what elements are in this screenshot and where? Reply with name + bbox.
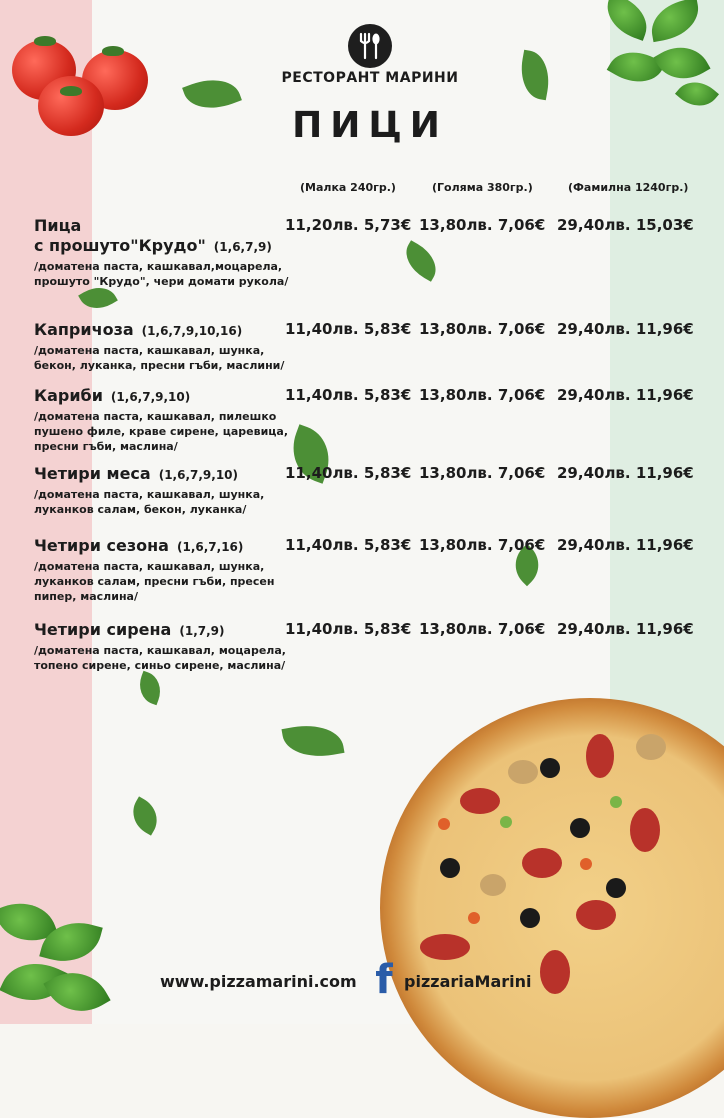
restaurant-name: РЕСТОРАНТ МАРИНИ (281, 70, 459, 86)
price-small: 11,20лв. 5,73€ (285, 216, 412, 234)
item-description: /доматена паста, кашкавал, шунка, луканков салам, пресни гъби, пресен пипер, маслина/ (34, 560, 275, 603)
item-name-line (34, 236, 694, 257)
price-large: 13,80лв. 7,06€ (419, 386, 546, 404)
website-link[interactable]: www.pizzamarini.com (160, 972, 357, 991)
price-large: 13,80лв. 7,06€ (419, 320, 546, 338)
price-small: 11,40лв. 5,83€ (285, 464, 412, 482)
item-description: /доматена паста, кашкавал, шунка, бекон, луканка, пресни гъби, маслини/ (34, 344, 285, 372)
menu-item (34, 320, 694, 373)
item-name: с прошуто"Крудо" (34, 236, 206, 255)
price-family: 29,40лв. 11,96€ (557, 620, 694, 638)
size-header-large: (Голяма 380гр.) (432, 181, 533, 194)
menu-item (34, 620, 694, 673)
item-description: /доматена паста, кашкавал, пилешко пушено филе, краве сирене, царевица, пресни гъби, маслина/ (34, 410, 289, 453)
price-family: 29,40лв. 11,96€ (557, 464, 694, 482)
item-allergens: (1,6,7,9,10) (158, 468, 239, 482)
price-small: 11,40лв. 5,83€ (285, 620, 412, 638)
menu-item (34, 216, 694, 289)
item-name: Четири меса (34, 464, 151, 483)
item-allergens: (1,6,7,9,10) (110, 390, 191, 404)
price-small: 11,40лв. 5,83€ (285, 536, 412, 554)
fork-spoon-icon (357, 32, 383, 60)
item-name: Капричоза (34, 320, 134, 339)
restaurant-logo (348, 24, 392, 68)
item-allergens: (1,7,9) (179, 624, 225, 638)
price-small: 11,40лв. 5,83€ (285, 320, 412, 338)
price-small: 11,40лв. 5,83€ (285, 386, 412, 404)
item-name: Четири сезона (34, 536, 169, 555)
price-large: 13,80лв. 7,06€ (419, 536, 546, 554)
item-allergens: (1,6,7,9) (213, 240, 272, 254)
facebook-icon: f (375, 957, 393, 1003)
item-allergens: (1,6,7,9,10,16) (141, 324, 243, 338)
price-family: 29,40лв. 11,96€ (557, 386, 694, 404)
price-large: 13,80лв. 7,06€ (419, 464, 546, 482)
price-large: 13,80лв. 7,06€ (419, 620, 546, 638)
item-description: /доматена паста, кашкавал, моцарела, топено сирене, синьо сирене, маслина/ (34, 644, 286, 672)
size-header-family: (Фамилна 1240гр.) (568, 181, 689, 194)
menu-item (34, 464, 694, 517)
item-name: Пица (34, 216, 82, 235)
item-description: /доматена паста, кашкавал, шунка, луканков салам, бекон, луканка/ (34, 488, 265, 516)
price-family: 29,40лв. 11,96€ (557, 320, 694, 338)
menu-item (34, 536, 694, 604)
price-large: 13,80лв. 7,06€ (419, 216, 546, 234)
item-description: /доматена паста, кашкавал,моцарела, прошуто "Крудо", чери домати рукола/ (34, 260, 289, 288)
item-name: Четири сирена (34, 620, 172, 639)
item-allergens: (1,6,7,16) (176, 540, 244, 554)
item-name: Кариби (34, 386, 103, 405)
price-family: 29,40лв. 15,03€ (557, 216, 694, 234)
page-title: ПИЦИ (292, 105, 448, 146)
facebook-page-name[interactable]: pizzariaMarini (404, 972, 532, 991)
menu-item (34, 386, 694, 454)
size-header-small: (Малка 240гр.) (300, 181, 396, 194)
price-family: 29,40лв. 11,96€ (557, 536, 694, 554)
